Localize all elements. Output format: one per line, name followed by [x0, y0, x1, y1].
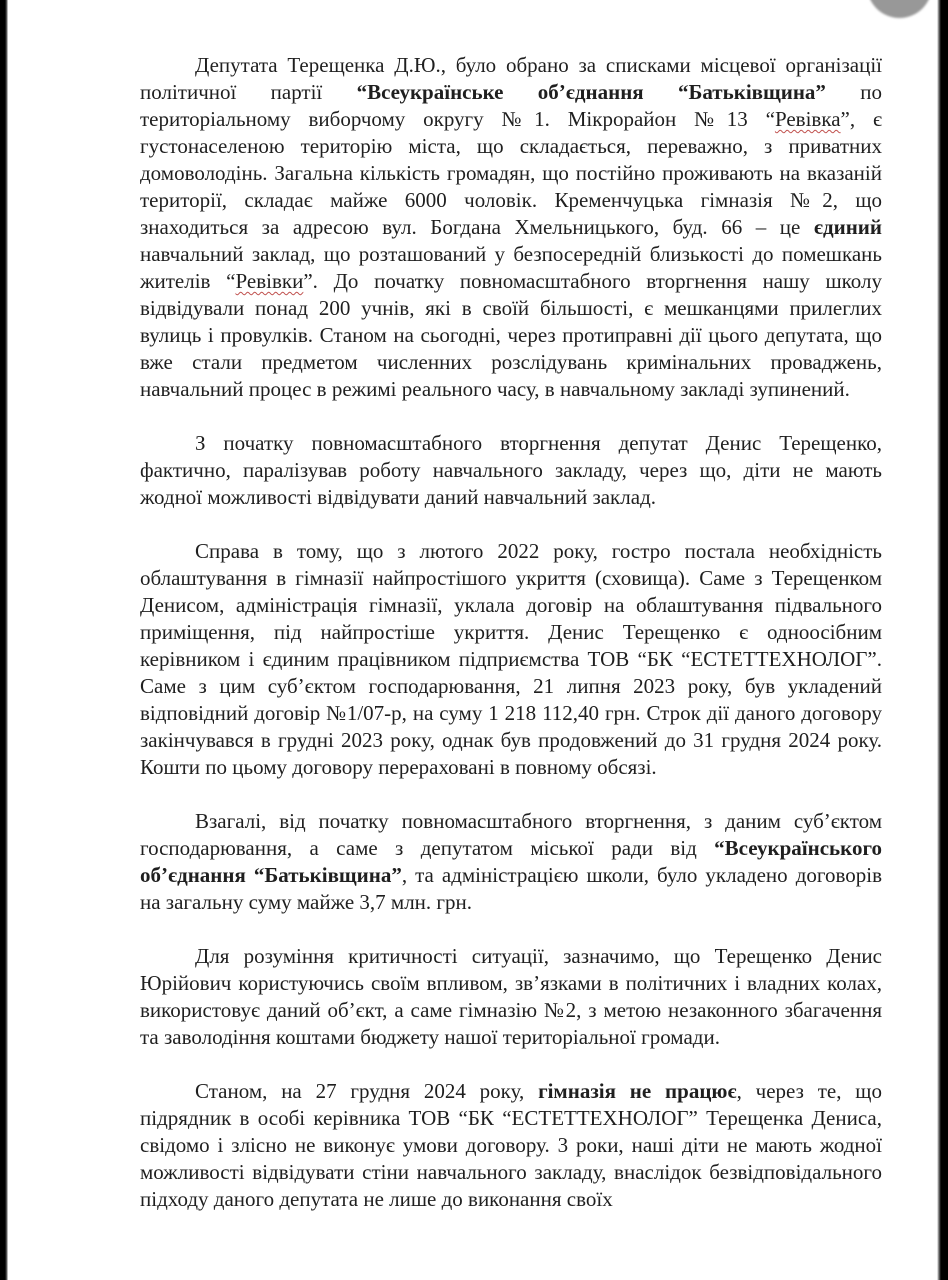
left-edge-border [0, 0, 8, 1280]
text-run: ”. До початку повномасштабного вторгнення нашу школу відвідували понад 200 учнів, які в своїй більшості, є мешканцями прилеглих вулиць і провулків. Станом на сьогодні, через протиправні дії цього депутата, що вже стали предметом численних розслідувань кримінальних проваджень, навчальний процес в режимі реального часу, в навчальному закладі зупинений. [140, 269, 882, 401]
paragraph [140, 943, 882, 1051]
paragraph [140, 808, 882, 916]
misspelled-word: Ревівка [774, 107, 841, 131]
text-run: “Всеукраїнського об’єднання “Батьківщина” [140, 836, 882, 887]
right-edge-border [937, 0, 948, 1280]
text-run: Станом, на 27 грудня 2024 року, [195, 1079, 539, 1103]
text-run: Справа в тому, що з лютого 2022 року, гостро постала необхідність облаштування в гімназії найпростішого укриття (сховища). Саме з Терещенком Денисом, адміністрація гімназії, уклала договір на облаштування підвального приміщення, під найпростіше укриття. Денис Терещенко є одноосібним керівником і єдиним працівником підприємства ТОВ “БК “ЕСТЕТТЕХНОЛОГ”. Саме з цим суб’єктом господарювання, 21 липня 2023 року, був укладений відповідний договір №1/07-р, на суму 1 218 112,40 грн. Строк дії даного договору закінчувався в грудні 2023 року, однак був продовжений до 31 грудня 2024 року. Кошти по цьому договору перераховані в повному обсязі. [140, 539, 882, 779]
document-page [140, 52, 882, 1213]
paragraph [140, 538, 882, 781]
text-run: по територіальному виборчому округу №1. Мікрорайон №13 “ [140, 80, 882, 131]
text-run: Депутата Терещенка Д.Ю., було обрано за списками місцевої організації політичної партії [140, 53, 882, 104]
text-run: єдиний [813, 215, 882, 239]
paragraph [140, 430, 882, 511]
text-run: , через те, що підрядник в особі керівника ТОВ “БК “ЕСТЕТТЕХНОЛОГ” Терещенка Дениса, свідомо і злісно не виконує умови договору. 3 роки, наші діти не мають жодної можливості відвідувати стіни навчального закладу, внаслідок безвідповідального підходу даного депутата не лише до виконання своїх [140, 1079, 882, 1211]
paragraph [140, 1078, 882, 1213]
text-run: , та адміністрацією школи, було укладено договорів на загальну суму майже 3,7 млн. грн. [140, 863, 882, 914]
floating-circle-button[interactable] [867, 0, 932, 18]
text-run: Для розуміння критичності ситуації, зазначимо, що Терещенко Денис Юрійович користуючись своїм впливом, зв’язками в політичних і владних колах, використовує даний об’єкт, а саме гімназію №2, з метою незаконного збагачення та заволодіння коштами бюджету нашої територіальної громади. [140, 944, 882, 1049]
text-run: ”, є густонаселеною територію міста, що складається, переважно, з приватних домоволодінь. Загальна кількість громадян, що постійно проживають на вказаній території, складає майже 6000 чоловік. Кременчуцька гімназія №2, що знаходиться за адресою вул. Богдана Хмельницького, буд. 66 – це [140, 107, 882, 239]
text-run: Взагалі, від початку повномасштабного вторгнення, з даним суб’єктом господарювання, а саме з депутатом міської ради від [140, 809, 882, 860]
text-run: “Всеукраїнське об’єднання “Батьківщина” [356, 80, 826, 104]
misspelled-word: Ревівки [235, 269, 304, 293]
text-run: З початку повномасштабного вторгнення депутат Денис Терещенко, фактично, паралізував роботу навчального закладу, через що, діти не мають жодної можливості відвідувати даний навчальний заклад. [140, 431, 882, 509]
text-run: навчальний заклад, що розташований у безпосередній близькості до помешкань жителів “ [140, 242, 882, 293]
paragraph [140, 52, 882, 403]
text-run: гімназія не працює [538, 1079, 737, 1103]
